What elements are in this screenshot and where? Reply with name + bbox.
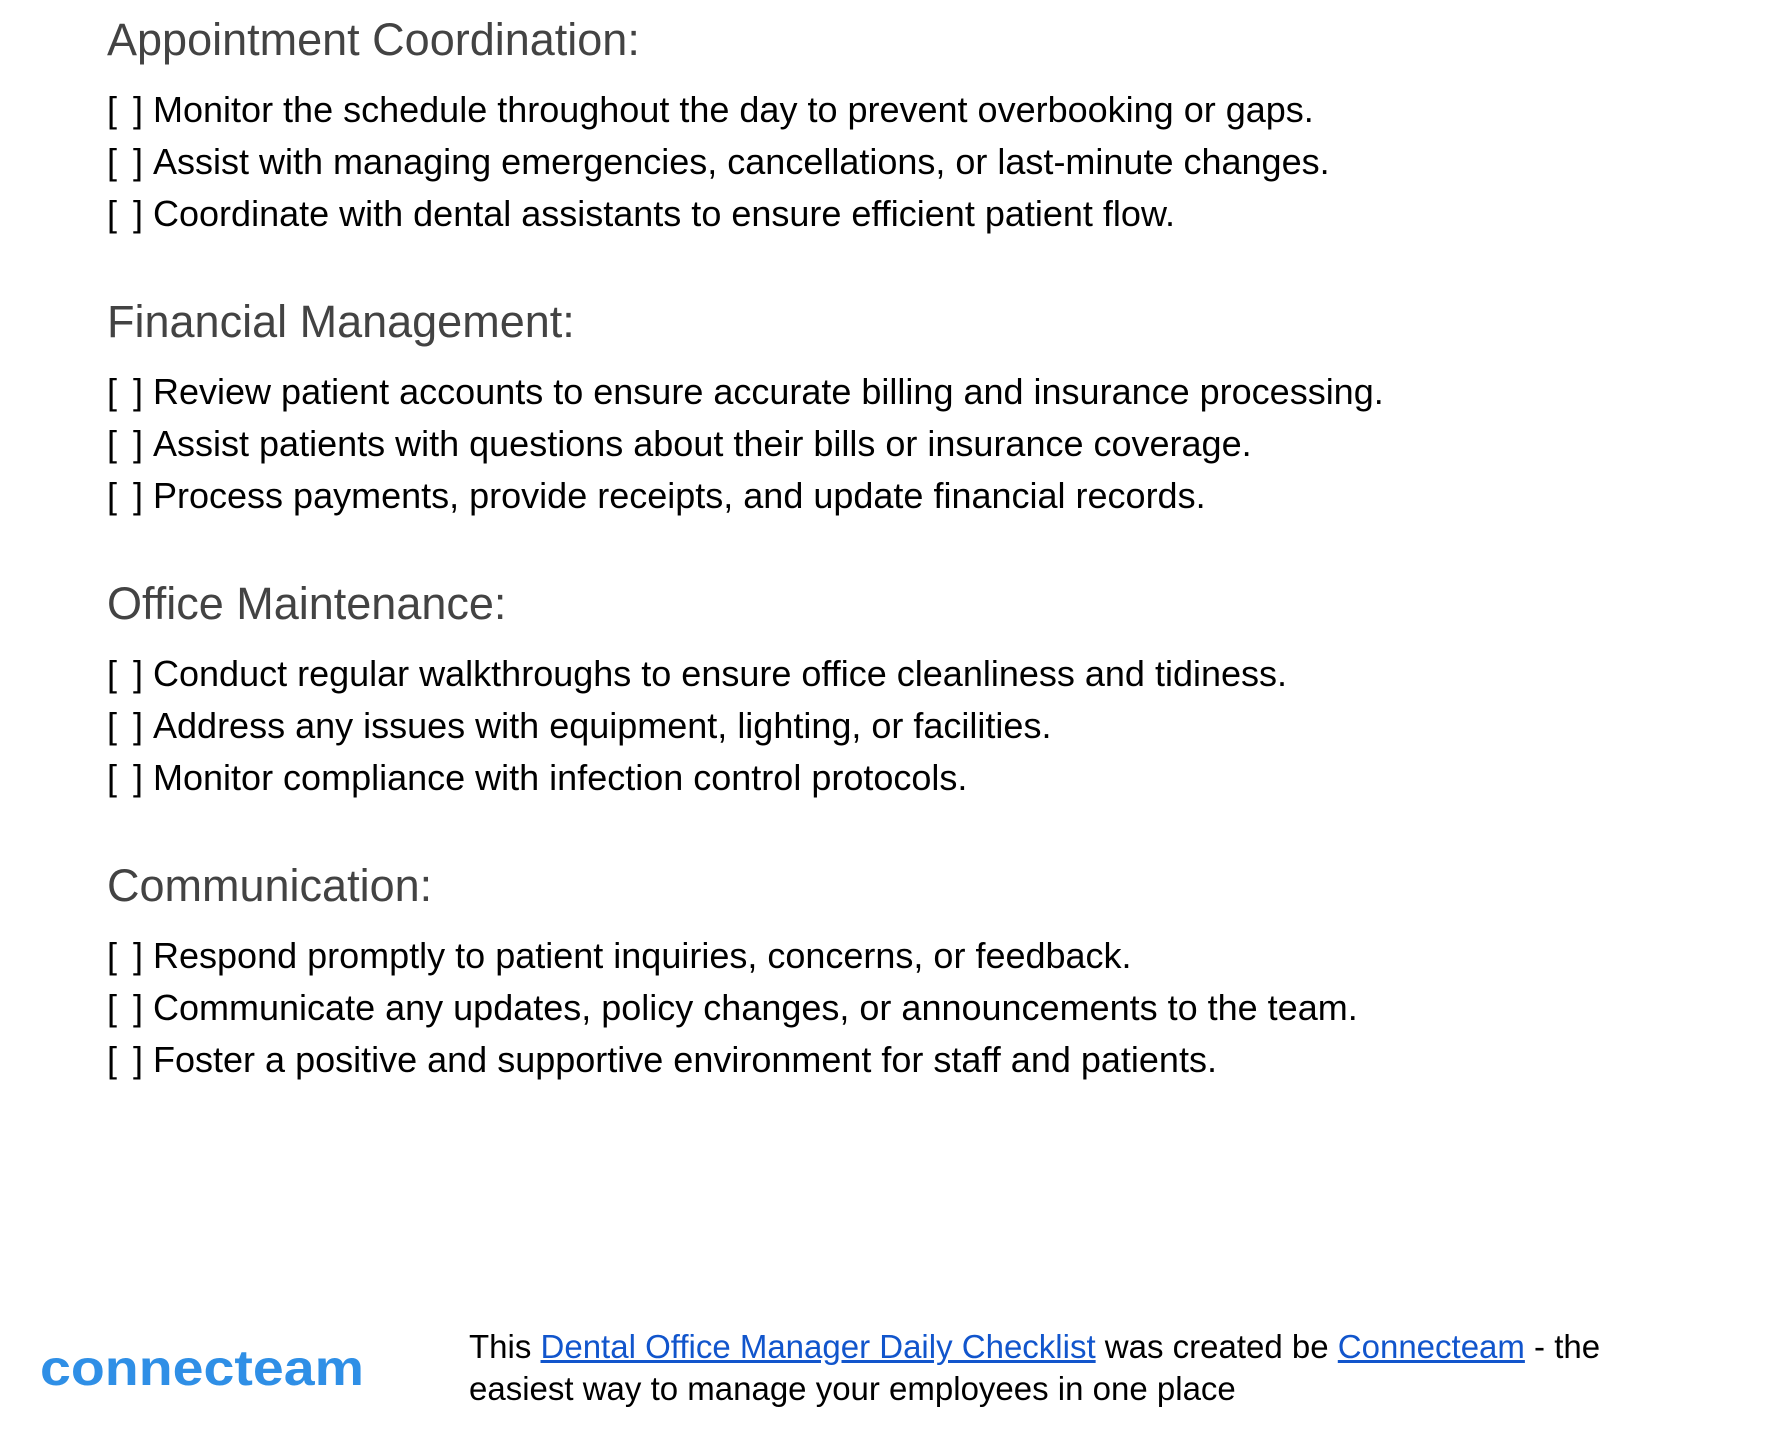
checklist-item-text: Communicate any updates, policy changes, or announcements to the team. [153, 987, 1358, 1028]
checklist [107, 84, 1707, 240]
connecteam-link[interactable]: Connecteam [1337, 1328, 1525, 1365]
checklist-item-text: Monitor compliance with infection control protocols. [153, 757, 968, 798]
connecteam-logo [38, 1338, 368, 1398]
checkbox[interactable]: [ ] [107, 423, 144, 464]
connecteam-logo-text: connecteam [40, 1340, 364, 1396]
section-office-maintenance [107, 578, 1707, 804]
footer [0, 1318, 1780, 1428]
checkbox[interactable]: [ ] [107, 705, 144, 746]
checklist-item [107, 136, 1707, 188]
checkbox[interactable]: [ ] [107, 935, 144, 976]
footer-prefix: This [469, 1328, 541, 1365]
checklist-item-text: Conduct regular walkthroughs to ensure office cleanliness and tidiness. [153, 653, 1288, 694]
checklist-item [107, 648, 1707, 700]
checklist-item [107, 700, 1707, 752]
section-title: Office Maintenance: [107, 578, 507, 629]
section-title: Appointment Coordination: [107, 14, 640, 65]
footer-middle: was created be [1095, 1328, 1338, 1365]
checklist-item-text: Monitor the schedule throughout the day to prevent overbooking or gaps. [153, 89, 1314, 130]
checklist [107, 648, 1707, 804]
checklist-item-text: Assist with managing emergencies, cancellations, or last-minute changes. [153, 141, 1330, 182]
section-title: Communication: [107, 860, 433, 911]
checklist-item [107, 1034, 1707, 1086]
checkbox[interactable]: [ ] [107, 371, 144, 412]
checklist-item-text: Assist patients with questions about their bills or insurance coverage. [153, 423, 1252, 464]
checkbox[interactable]: [ ] [107, 1039, 144, 1080]
checklist-item [107, 930, 1707, 982]
checkbox[interactable]: [ ] [107, 193, 144, 234]
checklist-link[interactable]: Dental Office Manager Daily Checklist [540, 1328, 1096, 1365]
checklist-item [107, 982, 1707, 1034]
checklist-item [107, 752, 1707, 804]
checklist-item-text: Foster a positive and supportive environment for staff and patients. [153, 1039, 1217, 1080]
checklist-item [107, 418, 1707, 470]
checklist-document [107, 0, 1707, 1086]
checklist-item [107, 470, 1707, 522]
checklist [107, 930, 1707, 1086]
checkbox[interactable]: [ ] [107, 653, 144, 694]
checklist-item-text: Coordinate with dental assistants to ensure efficient patient flow. [153, 193, 1175, 234]
footer-suffix: - the easiest way to manage your employees in one place [469, 1328, 1601, 1407]
checklist-item-text: Respond promptly to patient inquiries, concerns, or feedback. [153, 935, 1132, 976]
checkbox[interactable]: [ ] [107, 89, 144, 130]
section-financial-management [107, 296, 1707, 522]
checklist [107, 366, 1707, 522]
checklist-item-text: Process payments, provide receipts, and update financial records. [153, 475, 1206, 516]
checklist-item-text: Address any issues with equipment, lighting, or facilities. [153, 705, 1052, 746]
section-appointment-coordination [107, 14, 1707, 240]
checkbox[interactable]: [ ] [107, 987, 144, 1028]
checklist-item [107, 366, 1707, 418]
footer-attribution [469, 1326, 1709, 1410]
checklist-item-text: Review patient accounts to ensure accurate billing and insurance processing. [153, 371, 1384, 412]
section-communication [107, 860, 1707, 1086]
checkbox[interactable]: [ ] [107, 141, 144, 182]
checklist-item [107, 84, 1707, 136]
checkbox[interactable]: [ ] [107, 757, 144, 798]
checkbox[interactable]: [ ] [107, 475, 144, 516]
checklist-item [107, 188, 1707, 240]
section-title: Financial Management: [107, 296, 575, 347]
